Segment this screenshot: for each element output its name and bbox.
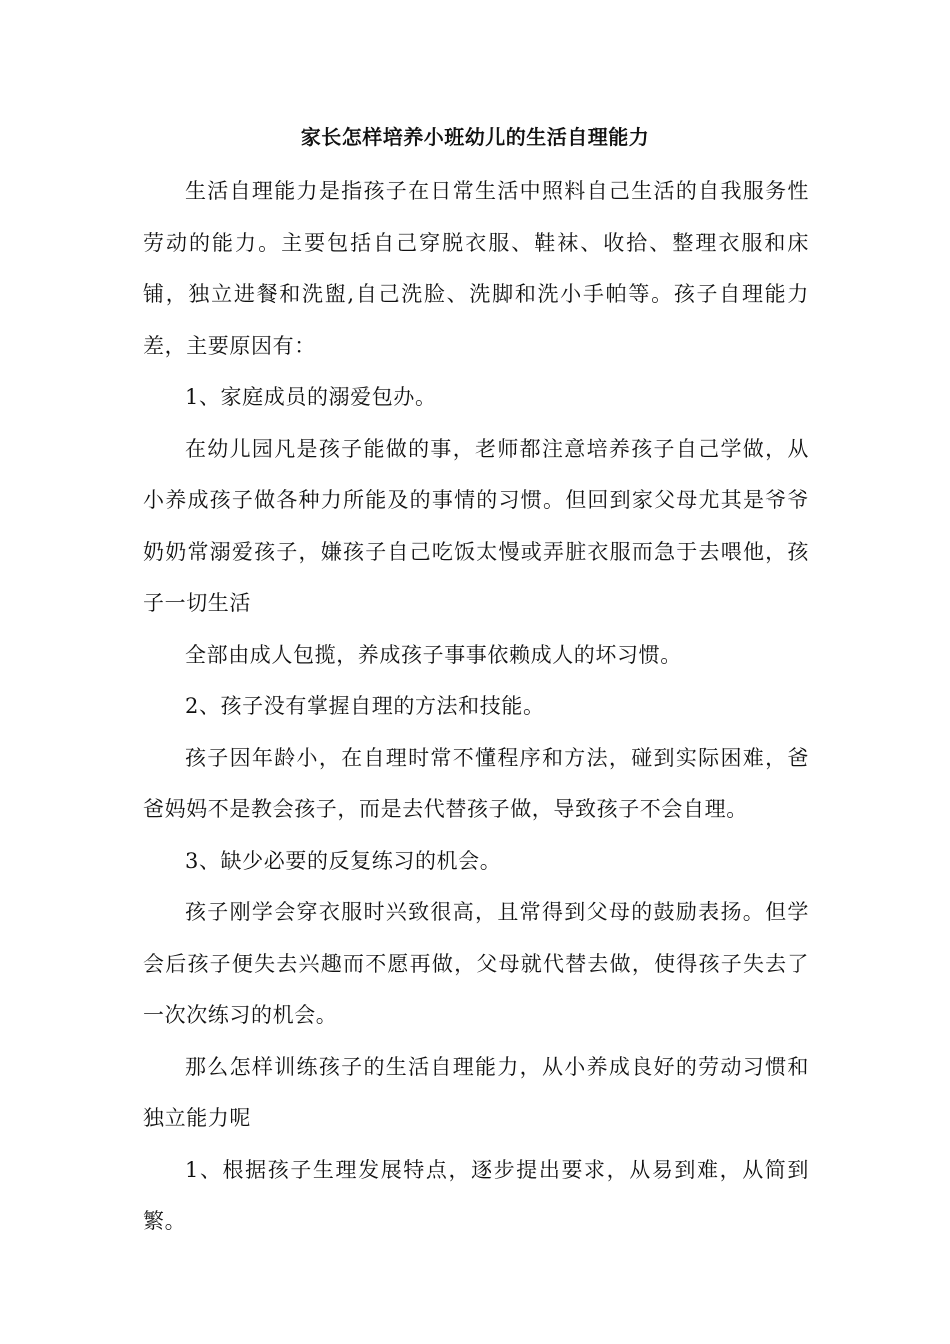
paragraph: 2、孩子没有掌握自理的方法和技能。 xyxy=(185,694,545,718)
paragraph: 在幼儿园凡是孩子能做的事，老师都注意培养孩子自己学做，从小养成孩子做各种力所能及的事情的习惯。但回到家父母尤其是爷爷奶奶常溺爱孩子，嫌孩子自己吃饭太慢或弄脏衣服而急于去喂他，孩子一切生活 xyxy=(143,436,809,615)
paragraph: 生活自理能力是指孩子在日常生活中照料自己生活的自我服务性劳动的能力。主要包括自己穿脱衣服、鞋袜、收拾、整理衣服和床铺，独立进餐和洗盥,自己洗脸、洗脚和洗小手帕等。孩子自理能力差，主要原因有： xyxy=(143,179,809,358)
paragraph: 1、家庭成员的溺爱包办。 xyxy=(185,385,437,409)
paragraph: 孩子刚学会穿衣服时兴致很高，且常得到父母的鼓励表扬。但学会后孩子便失去兴趣而不愿再做，父母就代替去做，使得孩子失去了一次次练习的机会。 xyxy=(143,900,809,1027)
document-title: 家长怎样培养小班幼儿的生活自理能力 xyxy=(300,125,650,149)
document-body xyxy=(143,166,809,1248)
paragraph: 那么怎样训练孩子的生活自理能力，从小养成良好的劳动习惯和独立能力呢 xyxy=(143,1054,809,1130)
paragraph: 3、缺少必要的反复练习的机会。 xyxy=(185,848,502,873)
paragraph: 全部由成人包揽，养成孩子事事依赖成人的坏习惯。 xyxy=(185,642,682,667)
paragraph: 孩子因年龄小，在自理时常不懂程序和方法，碰到实际困难，爸爸妈妈不是教会孩子，而是去代替孩子做，导致孩子不会自理。 xyxy=(143,745,809,821)
paragraph: 1、根据孩子生理发展特点，逐步提出要求，从易到难，从简到繁。 xyxy=(143,1157,809,1233)
